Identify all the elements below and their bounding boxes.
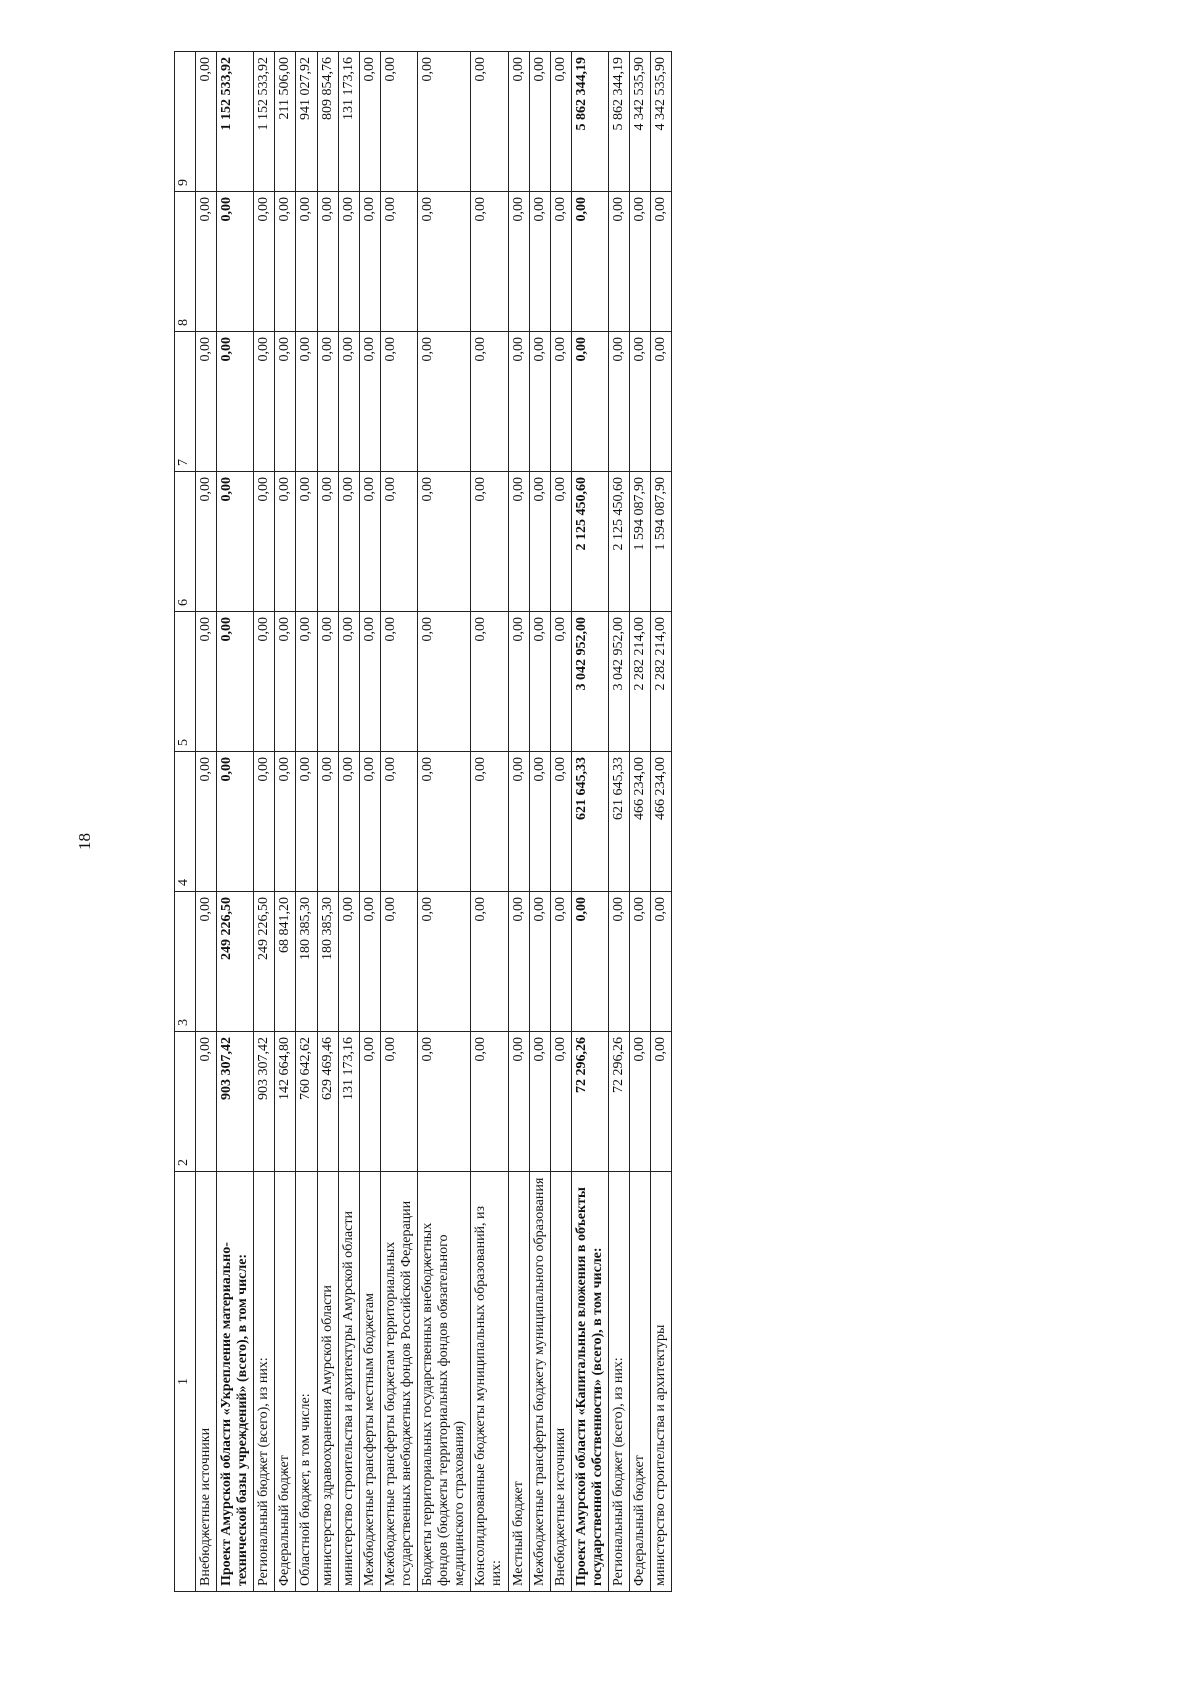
cell-value: 211 506,00 <box>275 52 296 192</box>
cell-value: 0,00 <box>359 752 380 892</box>
cell-value: 0,00 <box>608 192 629 332</box>
cell-value: 466 234,00 <box>630 752 651 892</box>
cell-value: 1 152 533,92 <box>217 52 254 192</box>
cell-value: 0,00 <box>508 332 529 472</box>
row-label: Федеральный бюджет <box>630 1172 651 1592</box>
cell-value: 131 173,16 <box>338 52 359 192</box>
cell-value: 0,00 <box>471 892 508 1032</box>
cell-value: 0,00 <box>338 332 359 472</box>
column-header-7: 7 <box>175 332 196 472</box>
cell-value: 0,00 <box>254 472 275 612</box>
cell-value: 0,00 <box>196 612 217 752</box>
cell-value: 68 841,20 <box>275 892 296 1032</box>
cell-value: 0,00 <box>317 332 338 472</box>
cell-value: 0,00 <box>529 752 550 892</box>
cell-value: 0,00 <box>275 332 296 472</box>
cell-value: 0,00 <box>380 472 417 612</box>
row-label: Местный бюджет <box>508 1172 529 1592</box>
cell-value: 0,00 <box>338 752 359 892</box>
cell-value: 0,00 <box>529 332 550 472</box>
cell-value: 0,00 <box>651 192 672 332</box>
cell-value: 0,00 <box>471 752 508 892</box>
cell-value: 0,00 <box>359 52 380 192</box>
table-row <box>275 52 296 1592</box>
cell-value: 0,00 <box>608 332 629 472</box>
cell-value: 903 307,42 <box>217 1032 254 1172</box>
cell-value: 0,00 <box>571 332 608 472</box>
cell-value: 0,00 <box>471 52 508 192</box>
cell-value: 0,00 <box>550 752 571 892</box>
cell-value: 0,00 <box>196 1032 217 1172</box>
cell-value: 0,00 <box>254 612 275 752</box>
cell-value: 0,00 <box>275 612 296 752</box>
cell-value: 0,00 <box>217 752 254 892</box>
cell-value: 0,00 <box>508 752 529 892</box>
table-row <box>608 52 629 1592</box>
cell-value: 0,00 <box>471 1032 508 1172</box>
cell-value: 0,00 <box>359 612 380 752</box>
cell-value: 0,00 <box>196 472 217 612</box>
cell-value: 0,00 <box>196 752 217 892</box>
cell-value: 0,00 <box>651 892 672 1032</box>
cell-value: 0,00 <box>418 892 471 1032</box>
table-row <box>508 52 529 1592</box>
cell-value: 0,00 <box>296 472 317 612</box>
cell-value: 180 385,30 <box>317 892 338 1032</box>
cell-value: 0,00 <box>508 892 529 1032</box>
cell-value: 0,00 <box>550 612 571 752</box>
cell-value: 0,00 <box>196 332 217 472</box>
cell-value: 2 125 450,60 <box>571 472 608 612</box>
cell-value: 0,00 <box>418 52 471 192</box>
table-row <box>380 52 417 1592</box>
cell-value: 0,00 <box>571 192 608 332</box>
cell-value: 0,00 <box>471 192 508 332</box>
cell-value: 0,00 <box>380 1032 417 1172</box>
cell-value: 0,00 <box>651 332 672 472</box>
cell-value: 809 854,76 <box>317 52 338 192</box>
cell-value: 621 645,33 <box>608 752 629 892</box>
cell-value: 0,00 <box>571 892 608 1032</box>
table-row <box>196 52 217 1592</box>
cell-value: 0,00 <box>317 612 338 752</box>
column-header-2: 2 <box>175 1032 196 1172</box>
cell-value: 0,00 <box>508 52 529 192</box>
cell-value: 0,00 <box>296 332 317 472</box>
table-row <box>296 52 317 1592</box>
cell-value: 0,00 <box>471 472 508 612</box>
cell-value: 4 342 535,90 <box>651 52 672 192</box>
cell-value: 629 469,46 <box>317 1032 338 1172</box>
cell-value: 0,00 <box>380 752 417 892</box>
row-label: Консолидированные бюджеты муниципальных образований, из них: <box>471 1172 508 1592</box>
row-label: Проект Амурской области «Укрепление материально-технической базы учреждений» (всего), в том числе: <box>217 1172 254 1592</box>
table-row <box>217 52 254 1592</box>
cell-value: 0,00 <box>254 192 275 332</box>
cell-value: 0,00 <box>196 892 217 1032</box>
row-label: Региональный бюджет (всего), из них: <box>608 1172 629 1592</box>
cell-value: 0,00 <box>217 472 254 612</box>
cell-value: 2 282 214,00 <box>630 612 651 752</box>
column-header-6: 6 <box>175 472 196 612</box>
cell-value: 0,00 <box>550 892 571 1032</box>
cell-value: 0,00 <box>550 52 571 192</box>
cell-value: 0,00 <box>529 612 550 752</box>
column-header-5: 5 <box>175 612 196 752</box>
cell-value: 0,00 <box>338 612 359 752</box>
cell-value: 0,00 <box>296 752 317 892</box>
table-row <box>571 52 608 1592</box>
table-row <box>418 52 471 1592</box>
row-label: Внебюджетные источники <box>550 1172 571 1592</box>
cell-value: 4 342 535,90 <box>630 52 651 192</box>
cell-value: 0,00 <box>508 472 529 612</box>
row-label: Региональный бюджет (всего), из них: <box>254 1172 275 1592</box>
table-body <box>196 52 672 1592</box>
cell-value: 5 862 344,19 <box>571 52 608 192</box>
cell-value: 903 307,42 <box>254 1032 275 1172</box>
table-row <box>338 52 359 1592</box>
cell-value: 0,00 <box>651 1032 672 1172</box>
cell-value: 760 642,62 <box>296 1032 317 1172</box>
column-header-9: 9 <box>175 52 196 192</box>
cell-value: 0,00 <box>380 892 417 1032</box>
row-label: Областной бюджет, в том числе: <box>296 1172 317 1592</box>
cell-value: 0,00 <box>338 892 359 1032</box>
row-label: министерство здравоохранения Амурской области <box>317 1172 338 1592</box>
cell-value: 180 385,30 <box>296 892 317 1032</box>
cell-value: 0,00 <box>196 52 217 192</box>
cell-value: 0,00 <box>217 192 254 332</box>
table-row <box>651 52 672 1592</box>
cell-value: 0,00 <box>508 1032 529 1172</box>
cell-value: 0,00 <box>471 332 508 472</box>
cell-value: 0,00 <box>630 332 651 472</box>
cell-value: 0,00 <box>275 192 296 332</box>
cell-value: 1 594 087,90 <box>651 472 672 612</box>
cell-value: 5 862 344,19 <box>608 52 629 192</box>
cell-value: 3 042 952,00 <box>608 612 629 752</box>
cell-value: 0,00 <box>359 472 380 612</box>
cell-value: 0,00 <box>380 192 417 332</box>
cell-value: 1 594 087,90 <box>630 472 651 612</box>
cell-value: 0,00 <box>630 892 651 1032</box>
cell-value: 0,00 <box>359 892 380 1032</box>
column-header-8: 8 <box>175 192 196 332</box>
cell-value: 0,00 <box>338 472 359 612</box>
cell-value: 0,00 <box>254 332 275 472</box>
cell-value: 0,00 <box>529 892 550 1032</box>
cell-value: 2 282 214,00 <box>651 612 672 752</box>
cell-value: 0,00 <box>359 332 380 472</box>
cell-value: 72 296,26 <box>608 1032 629 1172</box>
cell-value: 0,00 <box>359 1032 380 1172</box>
column-header-3: 3 <box>175 892 196 1032</box>
row-label: Федеральный бюджет <box>275 1172 296 1592</box>
cell-value: 0,00 <box>217 612 254 752</box>
cell-value: 0,00 <box>529 472 550 612</box>
cell-value: 0,00 <box>317 472 338 612</box>
column-header-4: 4 <box>175 752 196 892</box>
cell-value: 0,00 <box>529 192 550 332</box>
cell-value: 0,00 <box>296 192 317 332</box>
cell-value: 249 226,50 <box>254 892 275 1032</box>
column-header-1: 1 <box>175 1172 196 1592</box>
cell-value: 0,00 <box>529 52 550 192</box>
cell-value: 0,00 <box>550 332 571 472</box>
table-row <box>254 52 275 1592</box>
row-label: министерство строительства и архитектуры <box>651 1172 672 1592</box>
cell-value: 0,00 <box>317 752 338 892</box>
cell-value: 0,00 <box>338 192 359 332</box>
cell-value: 0,00 <box>550 1032 571 1172</box>
cell-value: 0,00 <box>418 752 471 892</box>
cell-value: 1 152 533,92 <box>254 52 275 192</box>
cell-value: 0,00 <box>254 752 275 892</box>
cell-value: 0,00 <box>418 472 471 612</box>
cell-value: 131 173,16 <box>338 1032 359 1172</box>
cell-value: 0,00 <box>630 192 651 332</box>
cell-value: 249 226,50 <box>217 892 254 1032</box>
cell-value: 0,00 <box>471 612 508 752</box>
cell-value: 466 234,00 <box>651 752 672 892</box>
row-label: Межбюджетные трансферты бюджетам территориальных государственных внебюджетных фондов Российской Федерации <box>380 1172 417 1592</box>
cell-value: 941 027,92 <box>296 52 317 192</box>
page-number: 18 <box>75 833 94 850</box>
header-row <box>175 52 196 1592</box>
row-label: Межбюджетные трансферты бюджету муниципального образования <box>529 1172 550 1592</box>
table-row <box>317 52 338 1592</box>
rotated-table-container <box>174 52 1044 1592</box>
budget-table <box>174 51 672 1592</box>
cell-value: 0,00 <box>418 192 471 332</box>
table-row <box>359 52 380 1592</box>
cell-value: 0,00 <box>418 612 471 752</box>
cell-value: 0,00 <box>418 1032 471 1172</box>
table-row <box>471 52 508 1592</box>
cell-value: 0,00 <box>550 192 571 332</box>
table-row <box>529 52 550 1592</box>
row-label: Межбюджетные трансферты местным бюджетам <box>359 1172 380 1592</box>
cell-value: 621 645,33 <box>571 752 608 892</box>
row-label: Проект Амурской области «Капитальные вложения в объекты государственной собственности» (всего), в том числе: <box>571 1172 608 1592</box>
cell-value: 0,00 <box>380 612 417 752</box>
cell-value: 0,00 <box>508 612 529 752</box>
cell-value: 0,00 <box>418 332 471 472</box>
row-label: министерство строительства и архитектуры Амурской области <box>338 1172 359 1592</box>
cell-value: 0,00 <box>608 892 629 1032</box>
cell-value: 0,00 <box>196 192 217 332</box>
cell-value: 72 296,26 <box>571 1032 608 1172</box>
cell-value: 0,00 <box>275 752 296 892</box>
table-row <box>550 52 571 1592</box>
cell-value: 0,00 <box>380 52 417 192</box>
row-label: Бюджеты территориальных государственных внебюджетных фондов (бюджеты территориальных фондов обязательного медицинского страхования) <box>418 1172 471 1592</box>
cell-value: 0,00 <box>550 472 571 612</box>
cell-value: 0,00 <box>359 192 380 332</box>
cell-value: 0,00 <box>529 1032 550 1172</box>
row-label: Внебюджетные источники <box>196 1172 217 1592</box>
cell-value: 0,00 <box>508 192 529 332</box>
cell-value: 2 125 450,60 <box>608 472 629 612</box>
cell-value: 0,00 <box>630 1032 651 1172</box>
cell-value: 0,00 <box>275 472 296 612</box>
table-row <box>630 52 651 1592</box>
cell-value: 0,00 <box>217 332 254 472</box>
cell-value: 3 042 952,00 <box>571 612 608 752</box>
cell-value: 142 664,80 <box>275 1032 296 1172</box>
cell-value: 0,00 <box>317 192 338 332</box>
cell-value: 0,00 <box>380 332 417 472</box>
cell-value: 0,00 <box>296 612 317 752</box>
